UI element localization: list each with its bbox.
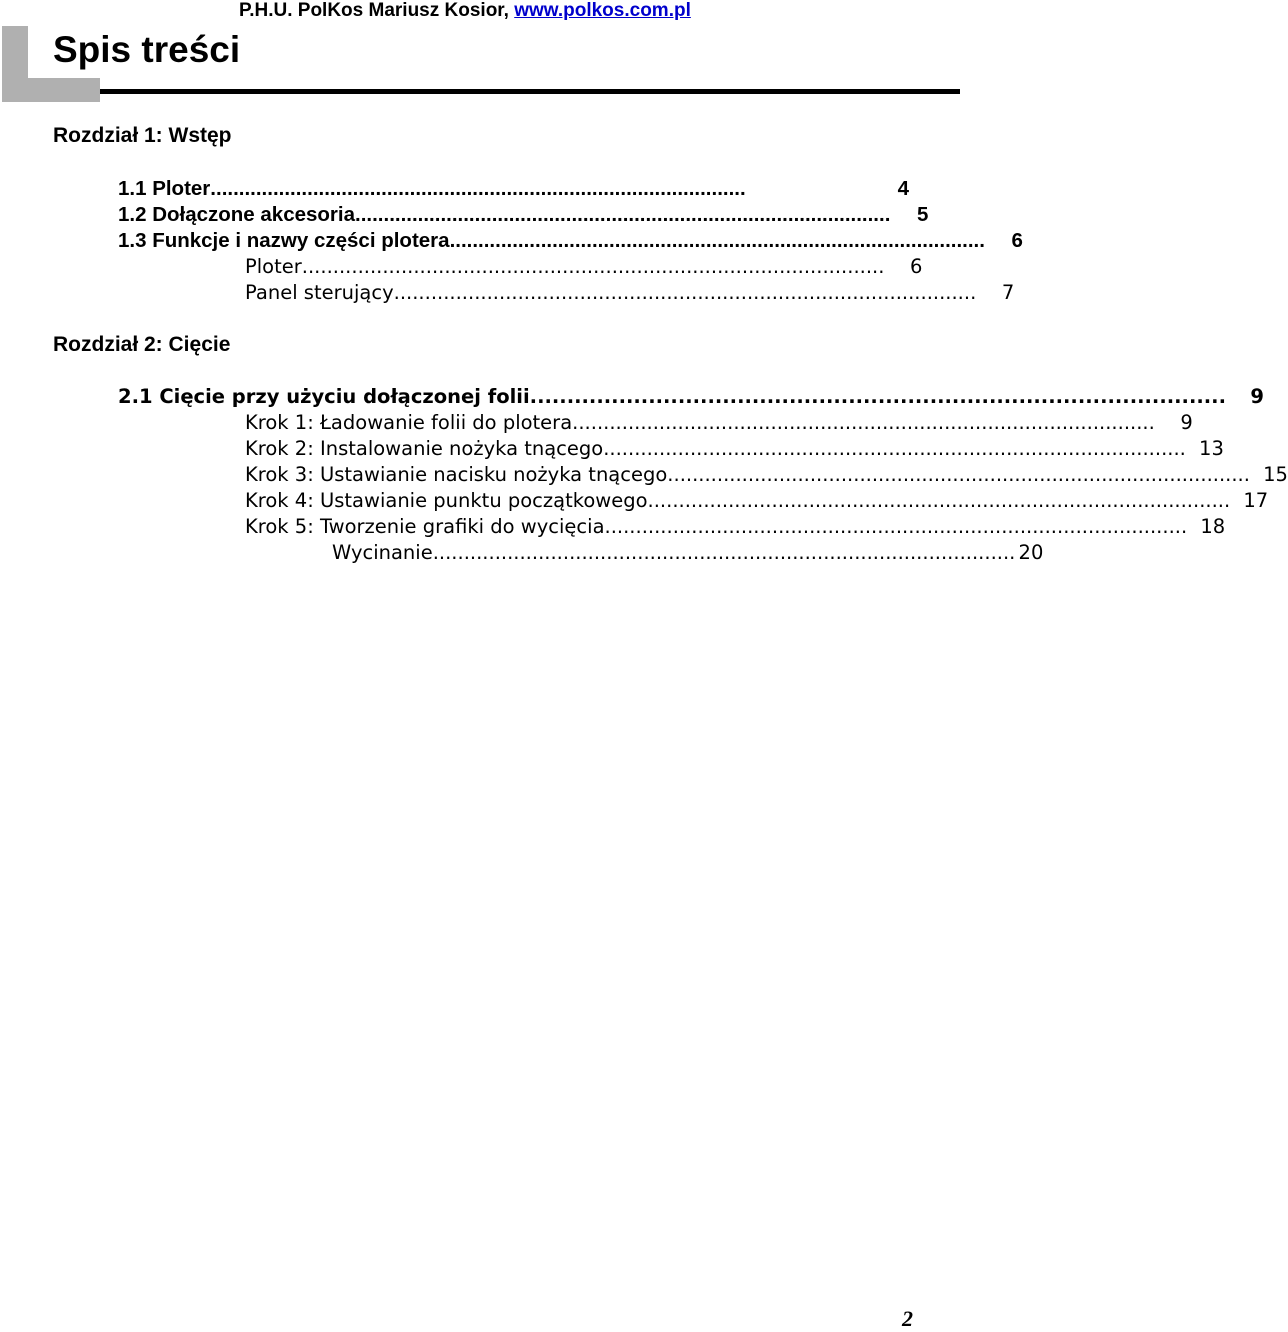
toc-entry-label: 2.1 Cięcie przy użyciu dołączonej folii bbox=[118, 385, 530, 408]
toc-entry-page: 13 bbox=[1199, 437, 1224, 460]
toc-entry-page: 20 bbox=[1018, 541, 1044, 564]
toc-leader-dots: .............................................................................................. bbox=[529, 385, 1226, 408]
toc-entry[interactable] bbox=[245, 514, 1226, 540]
toc-leader-dots: .............................................................................................. bbox=[355, 203, 891, 226]
toc-entry-page: 4 bbox=[897, 177, 909, 200]
page-number: 2 bbox=[902, 1306, 913, 1331]
toc-entry[interactable] bbox=[245, 410, 1193, 436]
toc-leader-dots: .............................................................................................. bbox=[572, 411, 1155, 434]
header-website-link[interactable]: www.polkos.com.pl bbox=[514, 0, 691, 21]
toc-leader-dots: .............................................................................................. bbox=[210, 177, 746, 200]
toc-entry-page: 17 bbox=[1243, 489, 1269, 512]
toc-leader-dots: .............................................................................................. bbox=[604, 515, 1188, 538]
toc-leader-dots: .............................................................................................. bbox=[603, 437, 1186, 460]
toc-entry-page: 9 bbox=[1180, 411, 1193, 434]
toc-entry-label: Krok 4: Ustawianie punktu początkowego bbox=[245, 489, 648, 512]
toc-leader-dots: .............................................................................................. bbox=[667, 463, 1250, 486]
toc-entry-label: 1.3 Funkcje i nazwy części plotera bbox=[118, 229, 450, 252]
page-title: Spis treści bbox=[53, 29, 241, 70]
toc-entry-page: 15 bbox=[1263, 463, 1288, 486]
toc-entry[interactable] bbox=[118, 176, 909, 202]
toc-entry-label: Krok 1: Ładowanie folii do plotera bbox=[245, 411, 573, 434]
toc-entry-label: 1.1 Ploter bbox=[118, 177, 211, 200]
toc-leader-dots: .............................................................................................. bbox=[449, 229, 985, 252]
toc-entry-label: Krok 2: Instalowanie nożyka tnącego bbox=[245, 437, 604, 460]
running-header bbox=[239, 0, 691, 22]
toc-entry-label: Krok 3: Ustawianie nacisku nożyka tnącego bbox=[245, 463, 668, 486]
toc-entry[interactable] bbox=[118, 384, 1264, 410]
corner-decoration-horizontal bbox=[2, 78, 100, 102]
toc-leader-dots: .............................................................................................. bbox=[647, 489, 1231, 512]
toc-entry-page: 7 bbox=[1001, 281, 1015, 304]
toc-entry-label: Ploter bbox=[245, 255, 302, 278]
toc-leader-dots: .............................................................................................. bbox=[432, 541, 1016, 564]
toc-entry-label: Wycinanie bbox=[332, 541, 433, 564]
chapter-1-heading: Rozdział 1: Wstęp bbox=[53, 124, 232, 147]
toc-entry-label: Krok 5: Tworzenie grafiki do wycięcia bbox=[245, 515, 605, 538]
toc-entry-page: 6 bbox=[910, 255, 923, 278]
toc-entry-label: Panel sterujący bbox=[245, 281, 394, 304]
toc-entry[interactable] bbox=[118, 228, 1023, 254]
chapter-2-heading: Rozdział 2: Cięcie bbox=[53, 333, 231, 356]
toc-leader-dots: .............................................................................................. bbox=[393, 281, 977, 304]
toc-entry[interactable] bbox=[245, 462, 1288, 488]
toc-entry[interactable] bbox=[118, 202, 929, 228]
toc-entry[interactable] bbox=[332, 540, 1044, 566]
toc-entry[interactable] bbox=[245, 488, 1269, 514]
toc-leader-dots: .............................................................................................. bbox=[301, 255, 885, 278]
toc-entry[interactable] bbox=[245, 280, 1015, 306]
toc-entry[interactable] bbox=[245, 436, 1224, 462]
toc-entry[interactable] bbox=[245, 254, 923, 280]
toc-entry-label: 1.2 Dołączone akcesoria bbox=[118, 203, 356, 226]
toc-entry-page: 9 bbox=[1250, 385, 1264, 408]
toc-entry-page: 18 bbox=[1200, 515, 1226, 538]
title-rule bbox=[100, 89, 960, 94]
header-company: P.H.U. PolKos Mariusz Kosior, bbox=[239, 0, 515, 21]
toc-entry-page: 6 bbox=[1011, 229, 1023, 252]
toc-entry-page: 5 bbox=[917, 203, 929, 226]
